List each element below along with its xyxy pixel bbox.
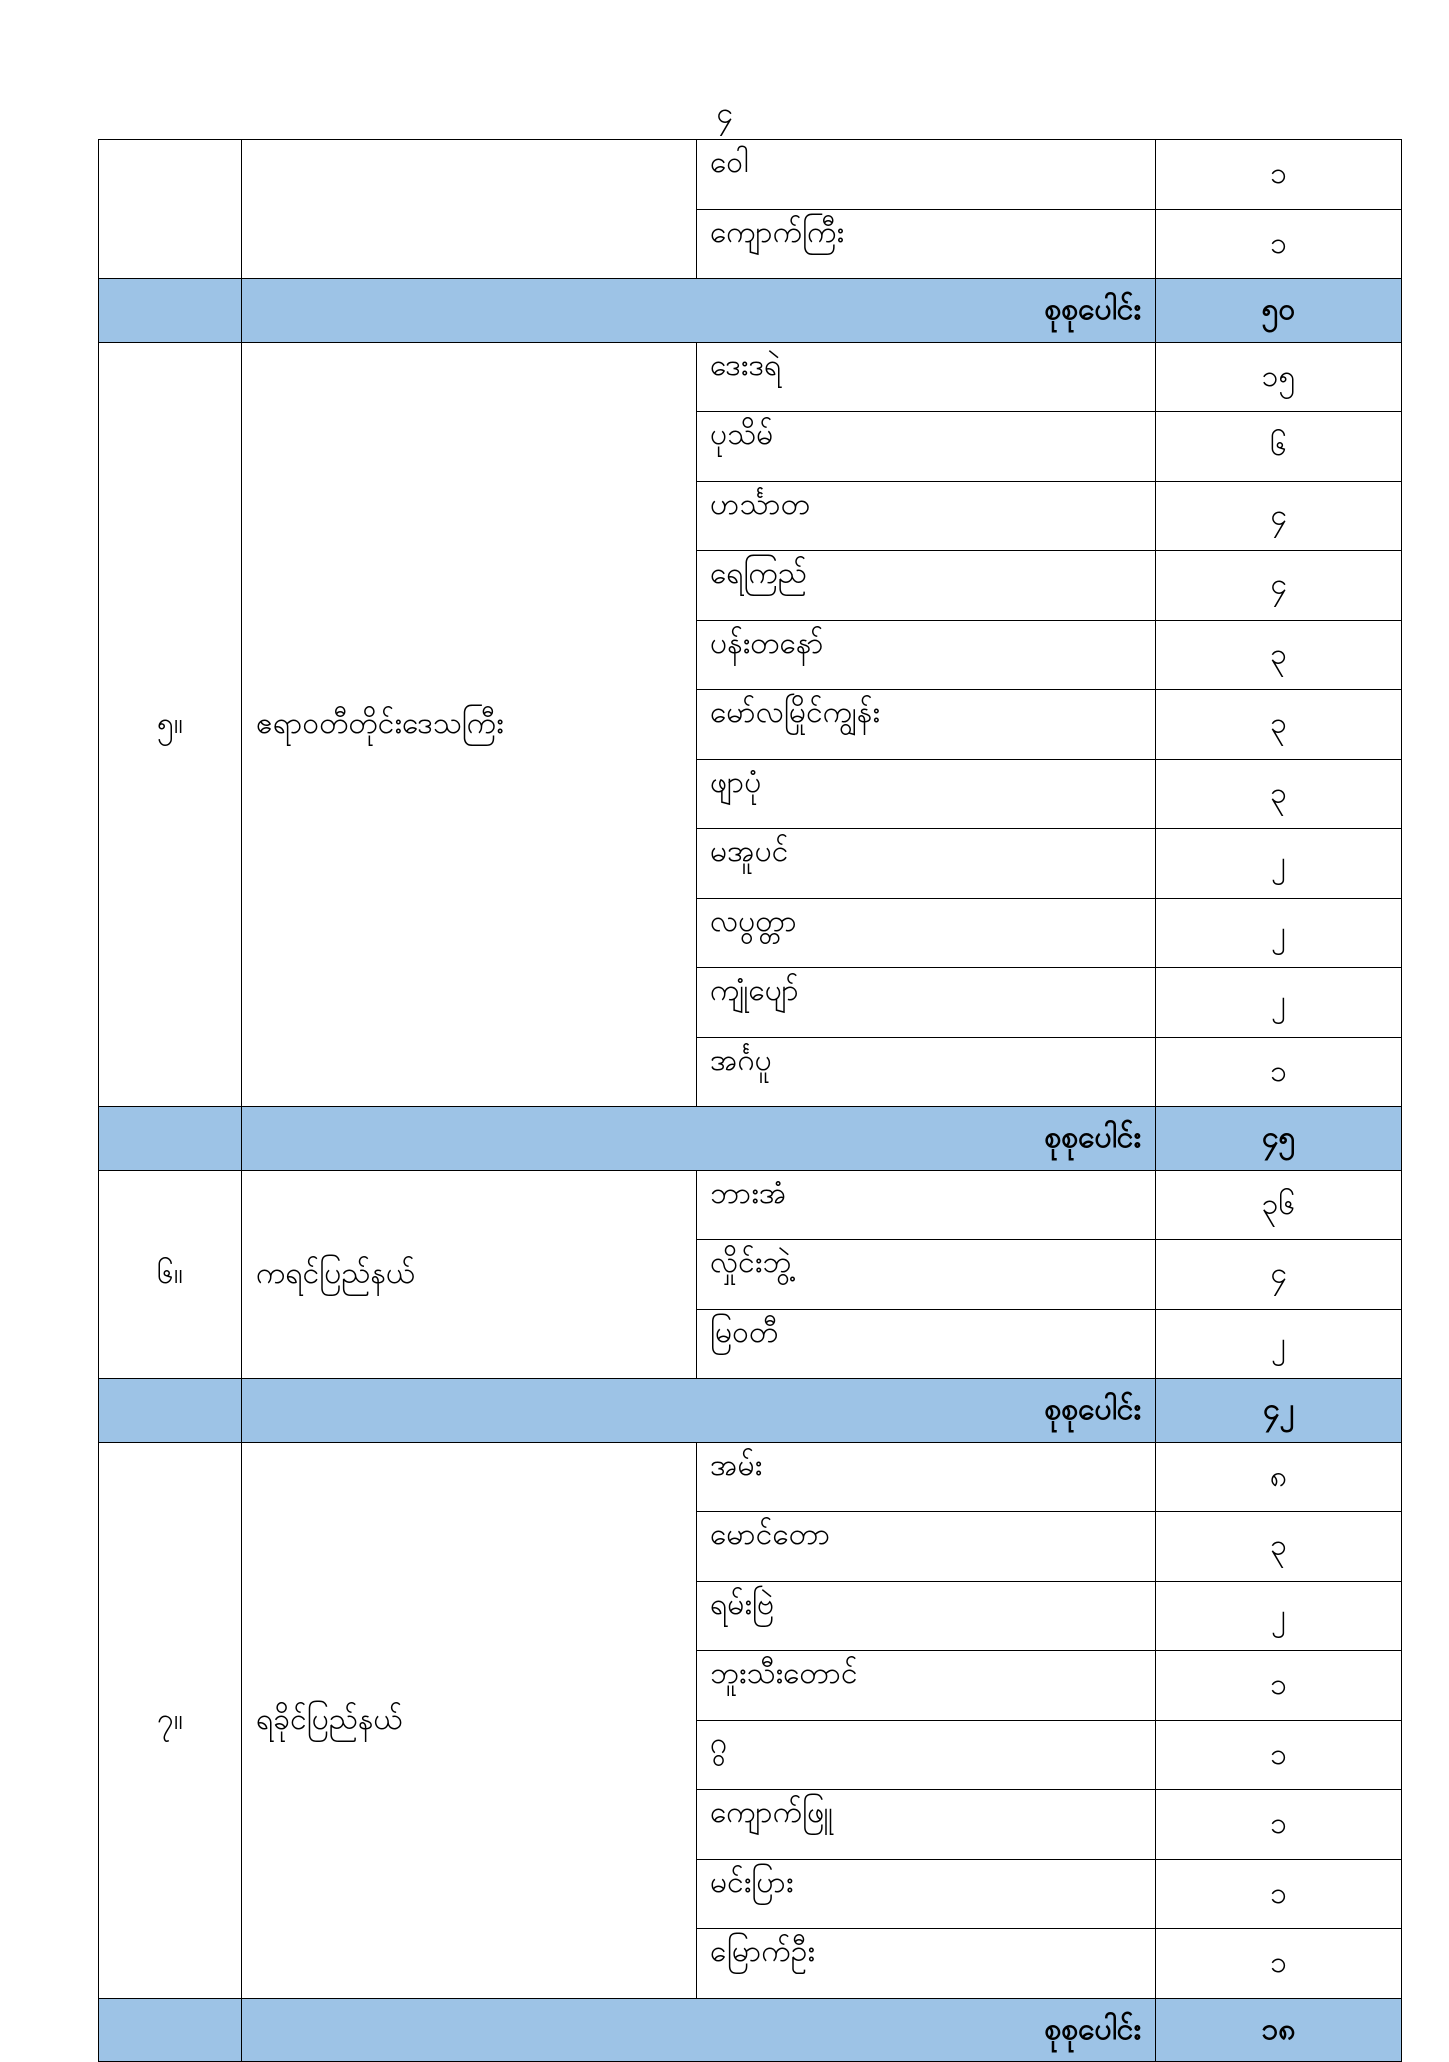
township-name-cell: လှိုင်းဘွဲ့ xyxy=(697,1240,1156,1310)
count-cell: ၃ xyxy=(1156,1512,1402,1582)
township-name-cell: အင်္ဂပူ xyxy=(697,1037,1156,1107)
township-name-cell: ဖျာပုံ xyxy=(697,759,1156,829)
count-cell: ၄ xyxy=(1156,551,1402,621)
township-name-cell: ဟင်္သာတ xyxy=(697,481,1156,551)
count-cell: ၃ xyxy=(1156,759,1402,829)
count-cell: ၁ xyxy=(1156,1859,1402,1929)
township-name-cell: ပန်းတနော် xyxy=(697,620,1156,690)
township-name-cell: မင်းပြား xyxy=(697,1859,1156,1929)
total-blank-cell xyxy=(99,1379,242,1443)
count-cell: ၁ xyxy=(1156,209,1402,279)
table-row xyxy=(99,1170,1402,1240)
township-name-cell: လပွတ္တာ xyxy=(697,898,1156,968)
count-cell: ၂ xyxy=(1156,968,1402,1038)
township-name-cell: အမ်း xyxy=(697,1442,1156,1512)
township-name-cell: ကျောက်ကြီး xyxy=(697,209,1156,279)
township-name-cell: ဘားအံ xyxy=(697,1170,1156,1240)
row-number-cell xyxy=(99,140,242,279)
count-cell: ၁၅ xyxy=(1156,342,1402,412)
count-cell: ၃ xyxy=(1156,620,1402,690)
count-cell: ၂ xyxy=(1156,1581,1402,1651)
count-cell: ၁ xyxy=(1156,1929,1402,1999)
total-row xyxy=(99,1379,1402,1443)
count-cell: ၁ xyxy=(1156,1790,1402,1860)
township-name-cell: ဂွ xyxy=(697,1720,1156,1790)
count-cell: ၄ xyxy=(1156,1240,1402,1310)
township-name-cell: ပုသိမ် xyxy=(697,412,1156,482)
count-cell: ၁ xyxy=(1156,140,1402,210)
total-row xyxy=(99,1998,1402,2062)
total-label-cell: စုစုပေါင်း xyxy=(242,1998,1156,2062)
row-number-cell: ၇။ xyxy=(99,1442,242,1998)
township-name-cell: ကျုံပျော် xyxy=(697,968,1156,1038)
township-name-cell: ဘူးသီးတောင် xyxy=(697,1651,1156,1721)
region-name-cell: ဧရာဝတီတိုင်းဒေသကြီး xyxy=(242,342,697,1107)
count-cell: ၃ xyxy=(1156,690,1402,760)
township-name-cell: ဒေးဒရဲ xyxy=(697,342,1156,412)
table-row xyxy=(99,342,1402,412)
township-name-cell: ကျောက်ဖြူ xyxy=(697,1790,1156,1860)
township-name-cell: ရမ်းဗြဲ xyxy=(697,1581,1156,1651)
count-cell: ၈ xyxy=(1156,1442,1402,1512)
count-cell: ၁ xyxy=(1156,1651,1402,1721)
region-name-cell xyxy=(242,140,697,279)
region-name-cell: ကရင်ပြည်နယ် xyxy=(242,1170,697,1379)
total-blank-cell xyxy=(99,1107,242,1171)
township-name-cell: မော်လမြိုင်ကျွန်း xyxy=(697,690,1156,760)
count-cell: ၂ xyxy=(1156,829,1402,899)
row-number-cell: ၅။ xyxy=(99,342,242,1107)
township-name-cell: ရေကြည် xyxy=(697,551,1156,621)
count-cell: ၂ xyxy=(1156,898,1402,968)
total-label-cell: စုစုပေါင်း xyxy=(242,1107,1156,1171)
total-count-cell: ၅၀ xyxy=(1156,279,1402,343)
row-number-cell: ၆။ xyxy=(99,1170,242,1379)
page-number: ၄ xyxy=(716,96,733,131)
township-count-table xyxy=(98,139,1402,2062)
total-row xyxy=(99,279,1402,343)
region-name-cell: ရခိုင်ပြည်နယ် xyxy=(242,1442,697,1998)
township-name-cell: မောင်တော xyxy=(697,1512,1156,1582)
count-cell: ၂ xyxy=(1156,1309,1402,1379)
township-name-cell: မြောက်ဦး xyxy=(697,1929,1156,1999)
total-label-cell: စုစုပေါင်း xyxy=(242,1379,1156,1443)
count-cell: ၁ xyxy=(1156,1720,1402,1790)
township-name-cell: မအူပင် xyxy=(697,829,1156,899)
total-blank-cell xyxy=(99,279,242,343)
table-row xyxy=(99,1442,1402,1512)
total-row xyxy=(99,1107,1402,1171)
count-cell: ၃၆ xyxy=(1156,1170,1402,1240)
total-count-cell: ၁၈ xyxy=(1156,1998,1402,2062)
total-label-cell: စုစုပေါင်း xyxy=(242,279,1156,343)
count-cell: ၁ xyxy=(1156,1037,1402,1107)
total-count-cell: ၄၂ xyxy=(1156,1379,1402,1443)
count-cell: ၆ xyxy=(1156,412,1402,482)
township-name-cell: မြဝတီ xyxy=(697,1309,1156,1379)
total-count-cell: ၄၅ xyxy=(1156,1107,1402,1171)
total-blank-cell xyxy=(99,1998,242,2062)
count-cell: ၄ xyxy=(1156,481,1402,551)
table-row xyxy=(99,140,1402,210)
township-name-cell: ဝေါ xyxy=(697,140,1156,210)
